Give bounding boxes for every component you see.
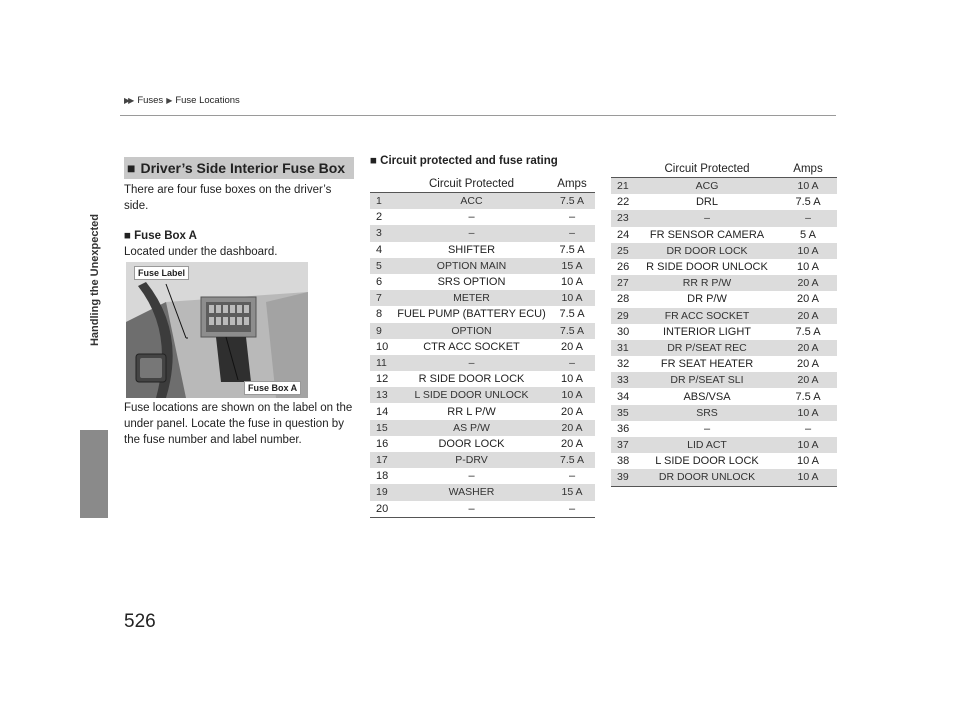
fuse-amps: 10 A <box>796 261 820 274</box>
fuse-number: 25 <box>611 243 635 259</box>
fuse-amps: 10 A <box>796 455 820 468</box>
circuit-name: DR P/SEAT SLI <box>635 372 779 388</box>
header-amps: Amps <box>779 160 837 178</box>
fuse-amps: – <box>779 210 837 226</box>
fuse-box-a-location: Located under the dashboard. <box>124 246 278 258</box>
table-row <box>370 387 595 403</box>
fuse-amps: 10 A <box>779 469 837 486</box>
fuse-number: 20 <box>370 501 394 518</box>
circuit-name: FR SEAT HEATER <box>660 358 754 371</box>
chapter-side-label <box>80 130 110 430</box>
circuit-name: SRS <box>635 405 779 421</box>
fuse-amps: 7.5 A <box>795 390 821 403</box>
table-row <box>611 453 837 469</box>
breadcrumb-link-fuses[interactable]: Fuses <box>137 95 164 106</box>
fuse-amps: 10 A <box>779 178 837 195</box>
header-number <box>370 175 394 193</box>
table-header-row <box>370 175 595 193</box>
fuse-amps: 20 A <box>779 340 837 356</box>
fuse-amps: 7.5 A <box>559 308 585 321</box>
table-header-row <box>611 160 837 178</box>
fuse-amps: 10 A <box>549 290 595 306</box>
fuse-number: 38 <box>617 455 630 468</box>
circuit-name: DR P/W <box>687 293 727 306</box>
photo-callout-fuse-label: Fuse Label <box>134 266 189 280</box>
breadcrumb-link-fuse-locations[interactable]: Fuse Locations <box>175 95 240 106</box>
fuse-number: 30 <box>617 325 630 338</box>
header-amps: Amps <box>549 175 595 193</box>
fuse-number: 24 <box>617 228 630 241</box>
circuit-name: – <box>394 225 549 241</box>
circuit-name: R SIDE DOOR UNLOCK <box>646 261 768 274</box>
fuse-number: 12 <box>376 373 389 386</box>
circuit-name: FR SENSOR CAMERA <box>649 228 765 241</box>
fuse-amps: 7.5 A <box>549 323 595 339</box>
table-row <box>611 469 837 486</box>
fuse-number: 36 <box>617 422 630 435</box>
table-row <box>611 259 837 275</box>
square-bullet-icon: ■ <box>370 155 381 167</box>
table-row <box>370 225 595 241</box>
table-row <box>611 388 837 404</box>
circuit-name: R SIDE DOOR LOCK <box>418 373 525 386</box>
fuse-amps: 20 A <box>796 293 820 306</box>
fuse-number: 4 <box>376 243 383 256</box>
table-row <box>611 437 837 453</box>
table-row <box>370 290 595 306</box>
circuit-name: ABS/VSA <box>683 390 731 403</box>
fuse-amps: 20 A <box>796 358 820 371</box>
fuse-number: 34 <box>617 390 630 403</box>
fuse-table-right <box>611 160 837 487</box>
fuse-number: 13 <box>370 387 394 403</box>
circuit-name: – <box>394 355 549 371</box>
circuit-name: OPTION <box>394 323 549 339</box>
fuse-amps: 20 A <box>779 372 837 388</box>
page-number: 526 <box>124 611 156 632</box>
circuit-name: DR DOOR LOCK <box>635 243 779 259</box>
table-row <box>370 193 595 210</box>
fuse-number: 6 <box>376 276 383 289</box>
table-title <box>370 155 558 167</box>
circuit-name: OPTION MAIN <box>394 258 549 274</box>
section-heading <box>124 157 354 179</box>
table-row <box>370 371 595 387</box>
table-row <box>370 484 595 500</box>
circuit-name: – <box>635 210 779 226</box>
fuse-number: 9 <box>370 323 394 339</box>
fuse-amps: 10 A <box>560 373 584 386</box>
square-bullet-icon: ■ <box>124 230 135 242</box>
table-row <box>611 210 837 226</box>
circuit-name: DR DOOR UNLOCK <box>635 469 779 486</box>
table-row <box>611 227 837 243</box>
circuit-name: RR R P/W <box>635 275 779 291</box>
header-divider <box>120 115 836 116</box>
fuse-amps: 15 A <box>549 258 595 274</box>
fuse-table-left <box>370 175 595 518</box>
fuse-box-a-title: Fuse Box A <box>134 230 197 242</box>
chapter-tab-marker <box>80 430 108 518</box>
fuse-number: 8 <box>376 308 383 321</box>
fuse-amps: 10 A <box>779 243 837 259</box>
fuse-number: 15 <box>370 420 394 436</box>
fuse-number: 14 <box>376 405 389 418</box>
circuit-name: L SIDE DOOR LOCK <box>655 455 759 468</box>
fuse-number: 1 <box>370 193 394 210</box>
fuse-amps: 7.5 A <box>549 452 595 468</box>
circuit-name: P-DRV <box>394 452 549 468</box>
table-row <box>370 355 595 371</box>
fuse-amps: 20 A <box>779 308 837 324</box>
fuse-box-a-heading <box>124 228 354 244</box>
chapter-title: Handling the Unexpected <box>89 213 101 347</box>
fuse-amps: 20 A <box>779 275 837 291</box>
fuse-number: 39 <box>611 469 635 486</box>
circuit-name: – <box>394 501 549 518</box>
table-row <box>611 340 837 356</box>
table-row <box>611 421 837 437</box>
fuse-amps: 10 A <box>549 387 595 403</box>
fuse-number: 31 <box>611 340 635 356</box>
table-row <box>370 274 595 290</box>
table-row <box>611 324 837 340</box>
fuse-amps: 7.5 A <box>559 243 585 256</box>
fuse-amps: – <box>568 211 576 224</box>
fuse-number: 16 <box>376 437 389 450</box>
table-row <box>370 242 595 258</box>
table-row <box>370 420 595 436</box>
circuit-name: – <box>468 211 475 224</box>
table-row <box>611 372 837 388</box>
fuse-amps: 7.5 A <box>795 325 821 338</box>
fuse-number: 22 <box>617 196 630 209</box>
fuse-number: 37 <box>611 437 635 453</box>
fuse-number: 5 <box>370 258 394 274</box>
fuse-amps: 10 A <box>560 276 584 289</box>
table-row <box>370 306 595 322</box>
fuse-amps: 20 A <box>560 437 584 450</box>
fuse-number: 10 <box>376 340 389 353</box>
fuse-amps: 15 A <box>549 484 595 500</box>
fuse-amps: 20 A <box>560 340 584 353</box>
circuit-name: – <box>703 422 711 435</box>
fuse-amps: 10 A <box>779 437 837 453</box>
header-circuit: Circuit Protected <box>635 160 779 178</box>
fuse-number: 33 <box>611 372 635 388</box>
table-row <box>370 209 595 225</box>
circuit-name: INTERIOR LIGHT <box>662 325 751 338</box>
table-row <box>370 258 595 274</box>
square-bullet-icon: ■ <box>127 160 136 176</box>
circuit-name: DR P/SEAT REC <box>635 340 779 356</box>
table-row <box>370 436 595 452</box>
fuse-number: 35 <box>611 405 635 421</box>
fuse-amps: – <box>549 355 595 371</box>
table-row <box>611 243 837 259</box>
fuse-amps: 5 A <box>800 228 816 241</box>
header-circuit: Circuit Protected <box>394 175 549 193</box>
table-title-text: Circuit protected and fuse rating <box>380 155 558 167</box>
table-row <box>370 339 595 355</box>
fuse-number: 17 <box>370 452 394 468</box>
circuit-name: ACC <box>394 193 549 210</box>
dashboard-illustration <box>126 262 308 398</box>
header-number <box>611 160 635 178</box>
table-row <box>611 405 837 421</box>
fuse-amps: – <box>549 501 595 518</box>
circuit-name: FR ACC SOCKET <box>635 308 779 324</box>
circuit-name: FUEL PUMP (BATTERY ECU) <box>397 308 546 321</box>
table-row <box>611 178 837 195</box>
fuse-amps: – <box>549 225 595 241</box>
table-row <box>370 323 595 339</box>
fuse-box-photo <box>126 262 308 398</box>
circuit-name: DOOR LOCK <box>438 437 505 450</box>
circuit-name: SHIFTER <box>447 243 496 256</box>
fuse-amps: 7.5 A <box>795 196 821 209</box>
intro-text: There are four fuse boxes on the driver’s side. <box>124 184 332 212</box>
circuit-name: RR L P/W <box>447 405 496 418</box>
photo-callout-fuse-box: Fuse Box A <box>244 381 301 395</box>
table-row <box>611 308 837 324</box>
fuse-amps: 10 A <box>779 405 837 421</box>
fuse-number: 23 <box>611 210 635 226</box>
fuse-amps: – <box>804 422 812 435</box>
fuse-amps: 20 A <box>560 405 584 418</box>
fuse-box-a-note: Fuse locations are shown on the label on the under panel. Locate the fuse in question by the fuse number and label number. <box>124 402 353 446</box>
fuse-number: 3 <box>370 225 394 241</box>
circuit-name: WASHER <box>394 484 549 500</box>
fuse-number: 2 <box>376 211 383 224</box>
circuit-name: CTR ACC SOCKET <box>423 340 520 353</box>
fuse-amps: – <box>568 470 576 483</box>
fuse-number: 27 <box>611 275 635 291</box>
fuse-number: 28 <box>617 293 630 306</box>
fuse-number: 19 <box>370 484 394 500</box>
table-row <box>370 468 595 484</box>
table-row <box>611 275 837 291</box>
fuse-number: 11 <box>370 355 394 371</box>
circuit-name: SRS OPTION <box>437 276 506 289</box>
circuit-name: LID ACT <box>635 437 779 453</box>
circuit-name: – <box>468 470 475 483</box>
section-title: Driver’s Side Interior Fuse Box <box>140 160 346 176</box>
fuse-amps: 20 A <box>549 420 595 436</box>
circuit-name: L SIDE DOOR UNLOCK <box>394 387 549 403</box>
circuit-name: DRL <box>695 196 718 209</box>
fuse-number: 18 <box>376 470 389 483</box>
circuit-name: METER <box>394 290 549 306</box>
fuse-number: 7 <box>370 290 394 306</box>
fuse-number: 21 <box>611 178 635 195</box>
fuse-number: 26 <box>617 261 630 274</box>
table-row <box>370 403 595 419</box>
table-row <box>370 452 595 468</box>
fuse-amps: 7.5 A <box>549 193 595 210</box>
fuse-number: 32 <box>617 358 630 371</box>
table-row <box>370 501 595 518</box>
breadcrumb-arrow-icon: ▶ <box>166 96 171 105</box>
table-row <box>611 356 837 372</box>
circuit-name: AS P/W <box>394 420 549 436</box>
breadcrumb <box>124 95 240 106</box>
table-row <box>611 291 837 307</box>
circuit-name: ACG <box>635 178 779 195</box>
fuse-number: 29 <box>611 308 635 324</box>
breadcrumb-arrow-icon: ▶▶ <box>124 96 133 105</box>
table-row <box>611 194 837 210</box>
